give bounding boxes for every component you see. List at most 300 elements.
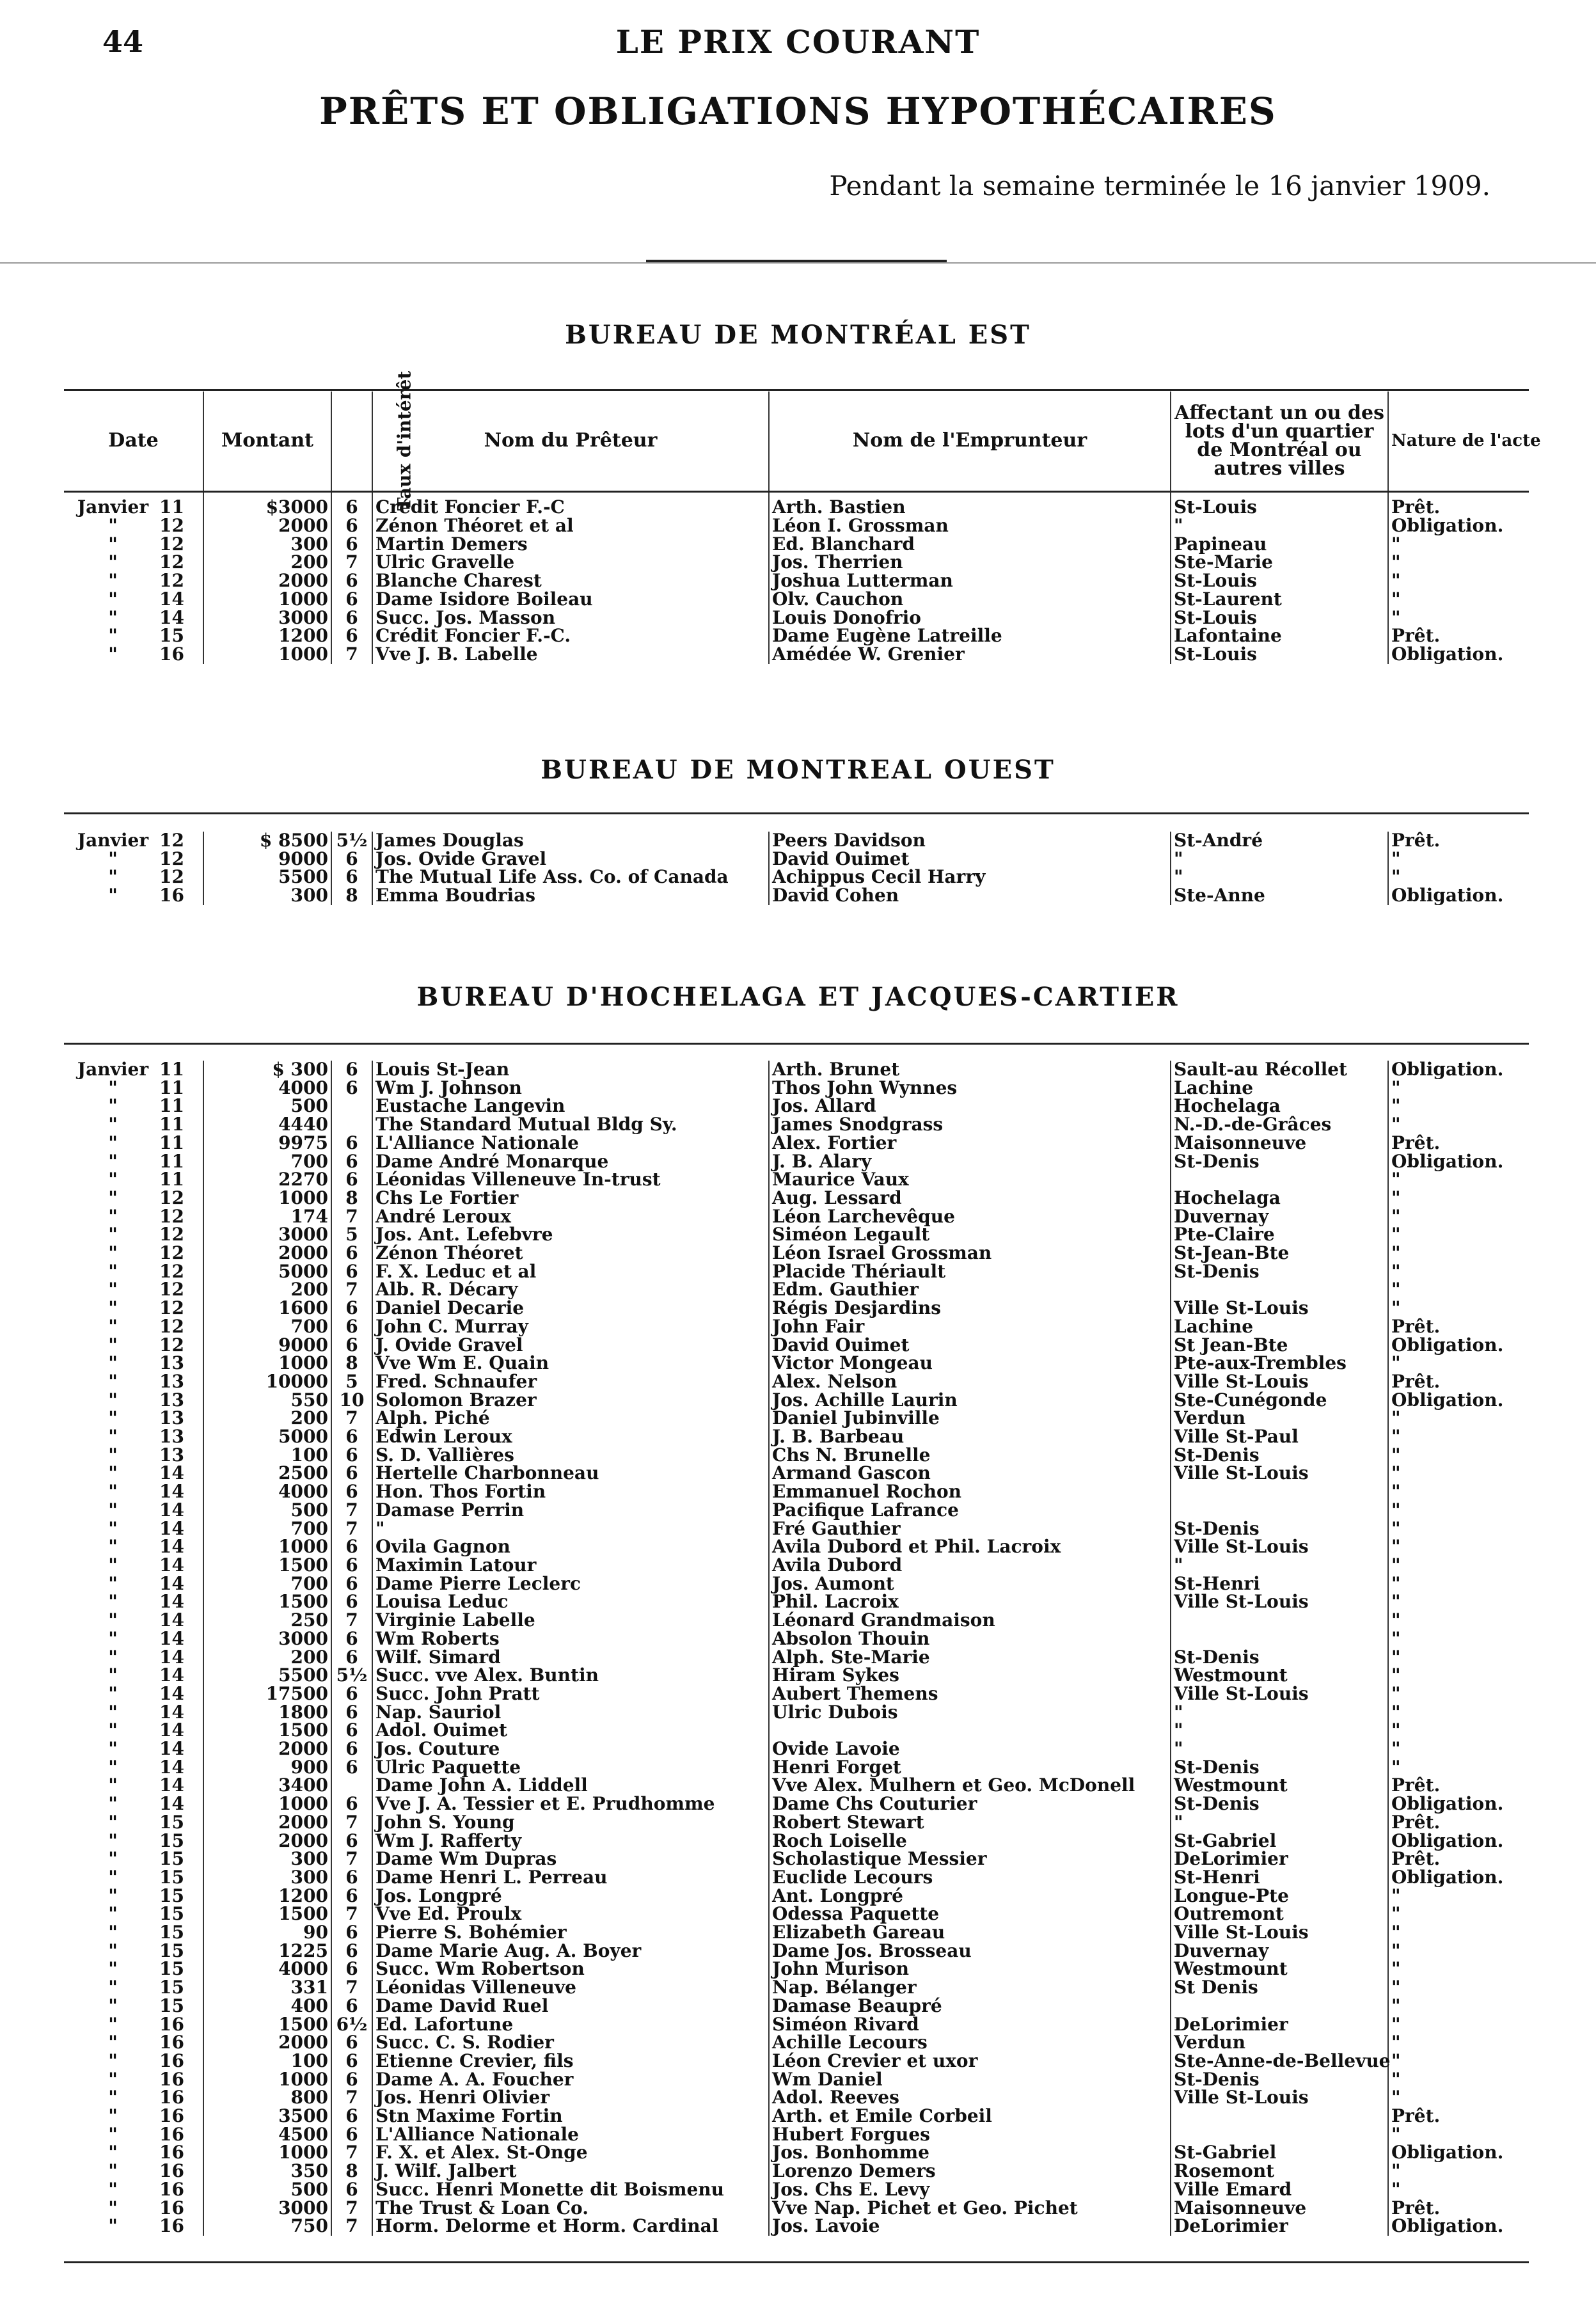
table-row (64, 887, 1529, 905)
date-cell (64, 2162, 203, 2181)
month: " (108, 1315, 118, 1337)
month: " (108, 2123, 118, 2145)
date-cell (64, 1061, 203, 1079)
day: 14 (159, 1517, 184, 1539)
day: 12 (159, 1187, 184, 1208)
month: " (108, 2032, 118, 2053)
date-cell (64, 1832, 203, 1851)
lender-cell: Alph. Piché (372, 1409, 769, 1428)
date-cell (64, 1134, 203, 1153)
lender-cell: Succ. Wm Robertson (372, 1960, 769, 1979)
nature-cell: " (1391, 1279, 1401, 1301)
month: Janvier (77, 496, 149, 518)
rate-cell: 8 (331, 1189, 372, 1208)
day: 14 (159, 1554, 184, 1576)
location-cell: St-Denis (1171, 1759, 1388, 1777)
location-cell: St-Louis (1171, 645, 1388, 664)
rate-cell: 6 (331, 1538, 372, 1556)
day: 16 (159, 2050, 184, 2071)
nature-cell: " (1391, 1554, 1401, 1576)
rate-cell: 6 (331, 1575, 372, 1593)
day: 14 (159, 1591, 184, 1613)
month: " (108, 2087, 118, 2108)
borrower-cell: Dame Jos. Brosseau (769, 1942, 1171, 1961)
location-cell: Ville St-Louis (1171, 1924, 1388, 1942)
nature-cell: " (1391, 1426, 1401, 1448)
nature-cell: " (1391, 2013, 1401, 2035)
location-cell: Westmount (1171, 1960, 1388, 1979)
date-cell (64, 1887, 203, 1906)
borrower-cell: Elizabeth Gareau (769, 1924, 1171, 1942)
nature-cell: " (1391, 1738, 1401, 1760)
lender-cell: Vve Wm E. Quain (372, 1354, 769, 1373)
borrower-cell: Ovide Lavoie (769, 1740, 1171, 1759)
location-cell (1171, 1171, 1388, 1189)
amount-cell: 1500 (203, 1556, 331, 1575)
lender-cell: Louis St-Jean (372, 1061, 769, 1079)
borrower-cell: Léon Larchevêque (769, 1208, 1171, 1226)
day: 11 (159, 1132, 184, 1153)
nature-cell: " (1391, 1977, 1401, 1998)
col-header-rate (331, 371, 415, 511)
month: " (108, 1205, 118, 1227)
borrower-cell: Robert Stewart (769, 1814, 1171, 1832)
month: " (108, 1481, 118, 1503)
amount-cell: 1000 (203, 645, 331, 664)
date-cell (64, 1189, 203, 1208)
rate-cell: 7 (331, 2199, 372, 2218)
date-cell (64, 1979, 203, 1997)
nature-cell: Obligation. (1391, 1866, 1504, 1888)
month: " (108, 2160, 118, 2182)
month: " (108, 2142, 118, 2163)
day: 12 (159, 1242, 184, 1264)
location-cell (1171, 2107, 1388, 2126)
lender-cell: Ovila Gagnon (372, 1538, 769, 1556)
day: 16 (159, 2068, 184, 2090)
table-row (64, 1409, 1529, 1428)
lender-cell: L'Alliance Nationale (372, 1134, 769, 1153)
date-cell (64, 1171, 203, 1189)
month: " (108, 1132, 118, 1153)
lender-cell: Ulric Gravelle (372, 553, 769, 572)
lender-cell: S. D. Vallières (372, 1446, 769, 1465)
location-cell: Lachine (1171, 1079, 1388, 1098)
amount-cell: 500 (203, 1097, 331, 1116)
table-row (64, 1263, 1529, 1281)
amount-cell: 2270 (203, 1171, 331, 1189)
day: 12 (159, 848, 184, 869)
location-cell: Ville Emard (1171, 2181, 1388, 2199)
day: 16 (159, 2178, 184, 2200)
date-cell (64, 572, 203, 590)
running-head: LE PRIX COURANT (615, 23, 981, 61)
section-title-hochelaga: BUREAU D'HOCHELAGA ET JACQUES-CARTIER (416, 982, 1180, 1012)
rate-cell: 7 (331, 1905, 372, 1924)
lender-cell: Damase Perrin (372, 1501, 769, 1520)
date-cell (64, 1244, 203, 1263)
lender-cell: Jos. Ovide Gravel (372, 850, 769, 869)
table-montreal-est (64, 371, 1541, 665)
location-cell: St-Gabriel (1171, 2144, 1388, 2162)
month: " (108, 1572, 118, 1594)
date-cell (64, 1315, 203, 1337)
amount-cell: 300 (203, 1869, 331, 1887)
borrower-cell: Léon Israel Grossman (769, 1244, 1171, 1263)
nature-cell: Prêt. (1391, 1370, 1441, 1392)
date-cell (64, 1409, 203, 1428)
lender-cell: Jos. Henri Olivier (372, 2089, 769, 2107)
day: 14 (159, 1756, 184, 1778)
month: " (108, 1995, 118, 2016)
date-cell (64, 1924, 203, 1942)
rate-cell: 5½ (331, 1666, 372, 1685)
location-cell (1171, 1997, 1388, 2016)
table-row (64, 627, 1529, 645)
rate-cell: 6 (331, 850, 372, 869)
amount-cell: 300 (203, 1850, 331, 1869)
rate-cell: 6 (331, 2071, 372, 2089)
month: " (108, 2178, 118, 2200)
amount-cell: 5000 (203, 1428, 331, 1446)
lender-cell: Succ. John Pratt (372, 1685, 769, 1704)
amount-cell: 3000 (203, 2199, 331, 2218)
borrower-cell: Ulric Dubois (769, 1704, 1171, 1722)
day: 14 (159, 1793, 184, 1815)
location-cell: Rosemont (1171, 2162, 1388, 2181)
borrower-cell: Jos. Therrien (769, 553, 1171, 572)
borrower-cell: Ant. Longpré (769, 1887, 1171, 1906)
lender-cell: Ulric Paquette (372, 1759, 769, 1777)
borrower-cell: Siméon Rivard (769, 2016, 1171, 2034)
borrower-cell: Jos. Chs E. Levy (769, 2181, 1171, 2199)
rate-cell: 6 (331, 491, 372, 517)
lender-cell: Vve Ed. Proulx (372, 1905, 769, 1924)
rate-cell: 6 (331, 1685, 372, 1704)
rate-cell: 6 (331, 1134, 372, 1153)
date-cell (64, 1593, 203, 1611)
lender-cell: Léonidas Villeneuve (372, 1979, 769, 1997)
amount-cell: 9000 (203, 850, 331, 869)
amount-cell: 9000 (203, 1336, 331, 1355)
rate-cell: 6 (331, 1924, 372, 1942)
nature-cell: Prêt. (1391, 1848, 1441, 1870)
rate-cell: 6 (331, 1061, 372, 1079)
borrower-cell: Jos. Allard (769, 1097, 1171, 1116)
borrower-cell: Joshua Lutterman (769, 572, 1171, 590)
day: 12 (159, 830, 184, 851)
month: " (108, 1738, 118, 1760)
table-row (64, 1942, 1529, 1961)
amount-cell: 700 (203, 1318, 331, 1336)
month: " (108, 2050, 118, 2071)
lender-cell: Edwin Leroux (372, 1428, 769, 1446)
rate-cell (331, 1116, 372, 1134)
borrower-cell: Vve Nap. Pichet et Geo. Pichet (769, 2199, 1171, 2218)
borrower-cell: Jos. Bonhomme (769, 2144, 1171, 2162)
nature-cell: " (1391, 1995, 1401, 2016)
borrower-cell: Amédée W. Grenier (769, 645, 1171, 664)
rate-cell: 6 (331, 1336, 372, 1355)
day: 16 (159, 2160, 184, 2182)
month: " (108, 1077, 118, 1098)
col-header-lender: Nom du Prêteur (372, 391, 769, 491)
rate-cell (331, 1097, 372, 1116)
rate-cell: 6 (331, 868, 372, 887)
date-cell (64, 1811, 203, 1833)
location-cell: Duvernay (1171, 1942, 1388, 1961)
amount-cell: 3000 (203, 1226, 331, 1244)
lender-cell: Wm J. Rafferty (372, 1832, 769, 1851)
day: 15 (159, 1922, 184, 1943)
table-row (64, 832, 1529, 850)
amount-cell: 4000 (203, 1079, 331, 1098)
lender-cell: Stn Maxime Fortin (372, 2107, 769, 2126)
location-cell: DeLorimier (1171, 2016, 1388, 2034)
lender-cell: Solomon Brazer (372, 1391, 769, 1410)
borrower-cell: Aug. Lessard (769, 1189, 1171, 1208)
table-hochelaga (64, 1061, 1529, 2236)
lender-cell: Alb. R. Décary (372, 1281, 769, 1299)
nature-cell: Obligation. (1391, 2142, 1504, 2163)
borrower-cell: Alex. Fortier (769, 1134, 1171, 1153)
table-row (64, 2034, 1529, 2052)
month: " (108, 570, 118, 592)
lender-cell: James Douglas (372, 832, 769, 850)
day: 12 (159, 1260, 184, 1282)
borrower-cell: Ed. Blanchard (769, 535, 1171, 554)
day: 15 (159, 1977, 184, 1998)
location-cell: Ste-Cunégonde (1171, 1391, 1388, 1410)
amount-cell: 2000 (203, 572, 331, 590)
nature-cell: Prêt. (1391, 2105, 1441, 2127)
amount-cell: 3500 (203, 2107, 331, 2126)
lender-cell: Dame Henri L. Perreau (372, 1869, 769, 1887)
date-cell (64, 1150, 203, 1172)
nature-cell: Prêt. (1391, 625, 1441, 647)
rate-cell: 7 (331, 1979, 372, 1997)
amount-cell: 100 (203, 1446, 331, 1465)
table-row (64, 1446, 1529, 1465)
nature-cell: Prêt. (1391, 496, 1441, 518)
day: 14 (159, 1664, 184, 1686)
month: " (108, 1536, 118, 1558)
amount-cell: 5500 (203, 868, 331, 887)
month: " (108, 1150, 118, 1172)
borrower-cell: Jos. Lavoie (769, 2217, 1171, 2236)
rate-cell: 6 (331, 1153, 372, 1171)
nature-cell: " (1391, 1444, 1401, 1466)
month: " (108, 2197, 118, 2218)
location-cell: " (1171, 1740, 1388, 1759)
amount-cell: 1225 (203, 1942, 331, 1961)
table-row (64, 1759, 1529, 1777)
table-row (64, 1226, 1529, 1244)
month: " (108, 1462, 118, 1484)
table-row (64, 1483, 1529, 1501)
nature-cell: Prêt. (1391, 1315, 1441, 1337)
location-cell: Westmount (1171, 1666, 1388, 1685)
nature-cell: Obligation. (1391, 1389, 1504, 1411)
amount-cell: 1500 (203, 2016, 331, 2034)
location-cell: Ste-Anne-de-Bellevue (1171, 2052, 1388, 2071)
borrower-cell: Hubert Forgues (769, 2126, 1171, 2144)
day: 14 (159, 1536, 184, 1558)
month: " (108, 1830, 118, 1851)
day: 16 (159, 2142, 184, 2163)
nature-cell: " (1391, 1664, 1401, 1686)
nature-cell: " (1391, 2178, 1401, 2200)
date-cell (64, 1446, 203, 1465)
rate-cell: 6 (331, 535, 372, 554)
table-top-rule (64, 1043, 1529, 1045)
nature-cell: " (1391, 533, 1401, 555)
table-row (64, 1153, 1529, 1171)
date-cell (64, 1336, 203, 1355)
date-cell (64, 1960, 203, 1979)
month: " (108, 1627, 118, 1649)
nature-cell: " (1391, 1517, 1401, 1539)
borrower-cell: Arth. et Emile Corbeil (769, 2107, 1171, 2126)
lender-cell: J. Wilf. Jalbert (372, 2162, 769, 2181)
amount-cell: 1200 (203, 1887, 331, 1906)
amount-cell: 4500 (203, 2126, 331, 2144)
rate-cell: 6 (331, 2034, 372, 2052)
location-cell: Verdun (1171, 2034, 1388, 2052)
rate-cell: 6 (331, 2126, 372, 2144)
date-cell (64, 1997, 203, 2016)
amount-cell: 100 (203, 2052, 331, 2071)
lender-cell: Jos. Ant. Lefebvre (372, 1226, 769, 1244)
rate-cell: 6 (331, 1428, 372, 1446)
borrower-cell: Fré Gauthier (769, 1520, 1171, 1538)
day: 16 (159, 2013, 184, 2035)
date-cell (64, 850, 203, 869)
nature-cell: Prêt. (1391, 2197, 1441, 2218)
nature-cell: Prêt. (1391, 1132, 1441, 1153)
lender-cell: Jos. Longpré (372, 1887, 769, 1906)
table-row (64, 1391, 1529, 1410)
amount-cell: 2000 (203, 517, 331, 535)
date-cell (64, 1501, 203, 1520)
table-row (64, 1887, 1529, 1906)
day: 14 (159, 606, 184, 628)
borrower-cell (769, 1721, 1171, 1740)
rate-cell: 6 (331, 1832, 372, 1851)
date-cell (64, 1281, 203, 1299)
table-row (64, 1189, 1529, 1208)
day: 16 (159, 2087, 184, 2108)
nature-cell: " (1391, 1462, 1401, 1484)
nature-cell: Prêt. (1391, 1811, 1441, 1833)
date-cell (64, 1464, 203, 1483)
month: " (108, 1297, 118, 1319)
location-cell: St-Henri (1171, 1575, 1388, 1593)
section-title-montreal-ouest: BUREAU DE MONTREAL OUEST (541, 755, 1055, 785)
day: 16 (159, 2105, 184, 2127)
location-cell: St Denis (1171, 1979, 1388, 1997)
borrower-cell: Damase Beaupré (769, 1997, 1171, 2016)
borrower-cell: John Murison (769, 1960, 1171, 1979)
borrower-cell: Euclide Lecours (769, 1869, 1171, 1887)
nature-cell: " (1391, 2050, 1401, 2071)
location-cell: Hochelaga (1171, 1189, 1388, 1208)
borrower-cell: Nap. Bélanger (769, 1979, 1171, 1997)
location-cell: Ville St-Louis (1171, 1685, 1388, 1704)
date-cell (64, 1116, 203, 1134)
rate-cell: 5 (331, 1373, 372, 1391)
borrower-cell: Avila Dubord (769, 1556, 1171, 1575)
borrower-cell: Léon I. Grossman (769, 517, 1171, 535)
month: " (108, 1682, 118, 1704)
date-cell (64, 1850, 203, 1869)
month: " (108, 1720, 118, 1741)
rate-cell: 7 (331, 1850, 372, 1869)
amount-cell: 3400 (203, 1776, 331, 1795)
location-cell: St-Louis (1171, 491, 1388, 517)
day: 11 (159, 496, 184, 518)
table-row (64, 1869, 1529, 1887)
table-row (64, 1299, 1529, 1318)
lender-cell: Hertelle Charbonneau (372, 1464, 769, 1483)
month: " (108, 1169, 118, 1190)
rate-cell: 5½ (331, 832, 372, 850)
table-row (64, 1354, 1529, 1373)
location-cell (1171, 1630, 1388, 1649)
nature-cell: " (1391, 1205, 1401, 1227)
table-row (64, 1244, 1529, 1263)
nature-cell: " (1391, 1646, 1401, 1668)
borrower-cell: Peers Davidson (769, 832, 1171, 850)
table-row (64, 1704, 1529, 1722)
day: 15 (159, 1885, 184, 1906)
location-cell: Pte-Claire (1171, 1226, 1388, 1244)
amount-cell: 2000 (203, 2034, 331, 2052)
borrower-cell: David Ouimet (769, 1336, 1171, 1355)
rate-cell: 7 (331, 2089, 372, 2107)
rate-cell: 6 (331, 1446, 372, 1465)
amount-cell: 2000 (203, 1832, 331, 1851)
rate-cell: 6 (331, 572, 372, 590)
table-row (64, 1575, 1529, 1593)
date-cell (64, 1556, 203, 1575)
location-cell: " (1171, 1814, 1388, 1832)
borrower-cell: Phil. Lacroix (769, 1593, 1171, 1611)
nature-cell: " (1391, 2068, 1401, 2090)
lender-cell: Adol. Ouimet (372, 1721, 769, 1740)
nature-cell: " (1391, 1903, 1401, 1925)
location-cell: St-Denis (1171, 1153, 1388, 1171)
date-cell (64, 1483, 203, 1501)
nature-cell: " (1391, 1591, 1401, 1613)
date-cell (64, 2199, 203, 2218)
date-cell (64, 1905, 203, 1924)
location-cell: St-André (1171, 832, 1388, 850)
rate-cell: 6 (331, 1759, 372, 1777)
col-header-nature: Nature de l'acte (1391, 431, 1541, 451)
table-row (64, 553, 1529, 572)
amount-cell: 700 (203, 1575, 331, 1593)
day: 14 (159, 1646, 184, 1668)
nature-cell: Obligation. (1391, 1059, 1504, 1080)
table-row (64, 1832, 1529, 1851)
location-cell (1171, 1501, 1388, 1520)
amount-cell: 5000 (203, 1263, 331, 1281)
day: 12 (159, 1334, 184, 1356)
location-cell: Sault-au Récollet (1171, 1061, 1388, 1079)
table-row (64, 645, 1529, 664)
day: 14 (159, 1627, 184, 1649)
